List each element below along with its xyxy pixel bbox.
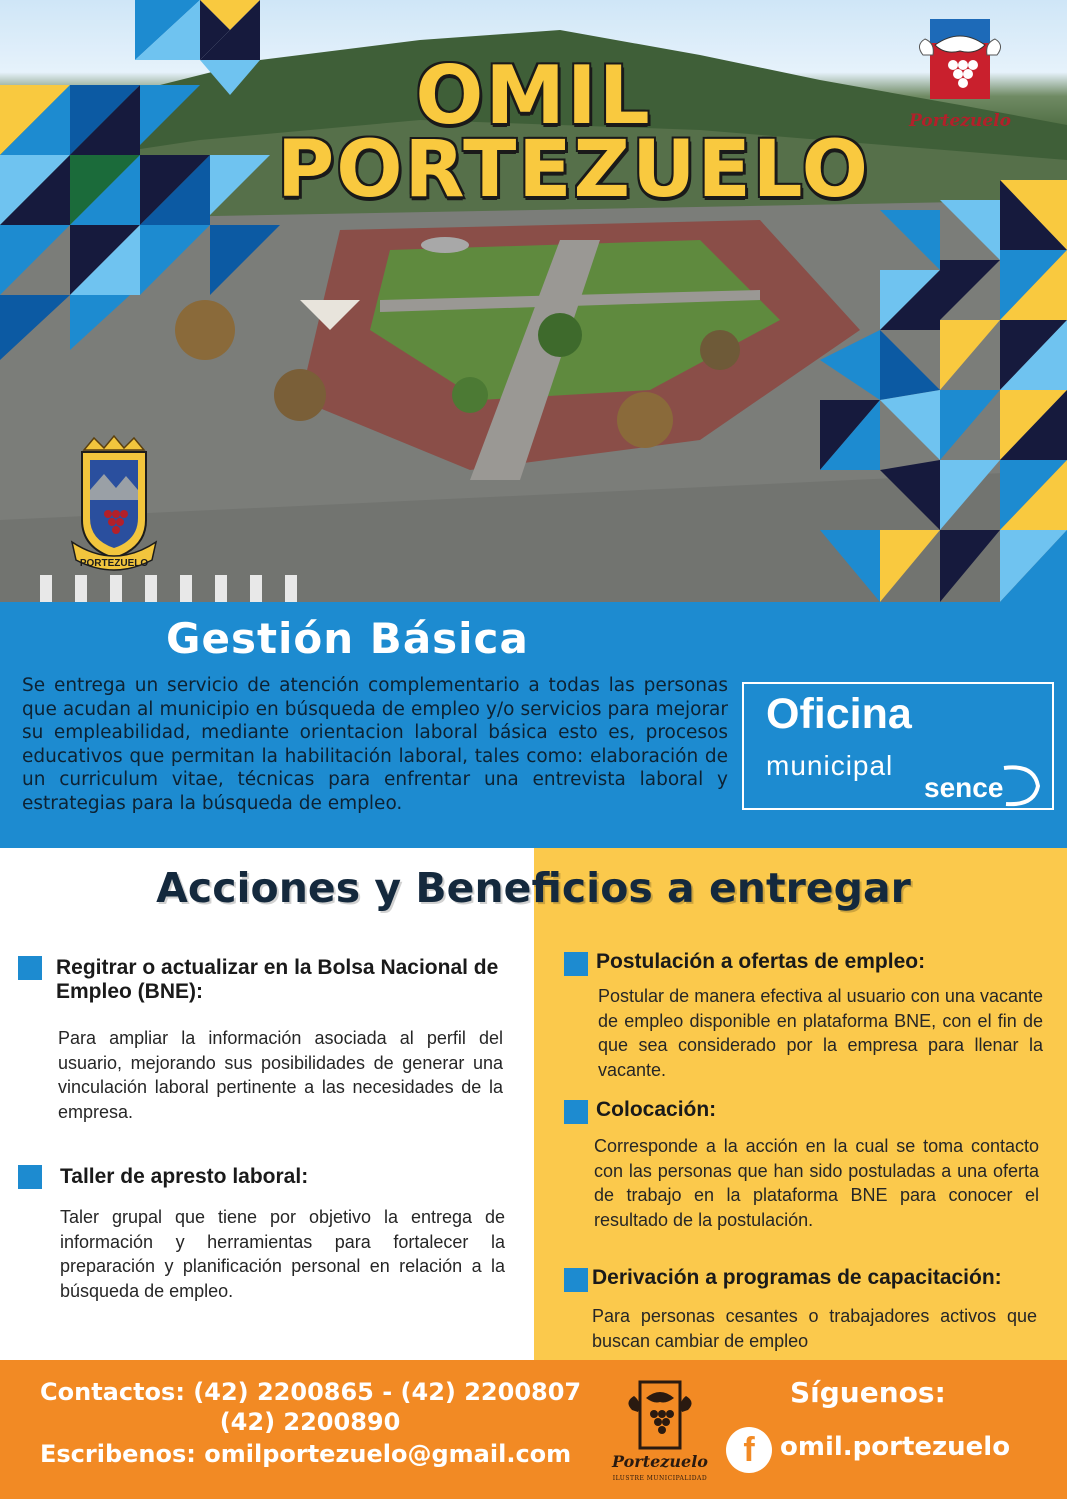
crest-label: PORTEZUELO: [79, 558, 149, 569]
item-title: Postulación a ofertas de empleo:: [596, 950, 926, 973]
acciones-heading: Acciones y Beneficios a entregar: [156, 864, 911, 912]
gestion-heading: Gestión Básica: [166, 614, 529, 663]
municipal-footer-logo: [612, 1380, 708, 1490]
contacts-phone-extra: (42) 2200890: [219, 1408, 401, 1436]
grape-shield-icon: [905, 15, 1015, 115]
facebook-handle-link[interactable]: omil.portezuelo: [780, 1432, 1011, 1462]
contacts-phones: Contactos: (42) 2200865 - (42) 2200807: [40, 1378, 582, 1406]
item-postulacion: [564, 948, 1054, 1088]
facebook-glyph: f: [743, 1431, 755, 1469]
item-taller-apresto: [18, 1161, 528, 1311]
acciones-beneficios-section: [0, 848, 1067, 1360]
bullet-square-icon: [18, 1165, 42, 1189]
oficina-text: Oficina: [766, 690, 912, 738]
gestion-body: Se entrega un servicio de atención complementario a todas las personas que acudan al municipio en búsqueda de empleo y/o servicios para mejorar su empleabilidad, mediante orientacion laboral básica esto es, procesos educativos que permitan la habilitación laboral, tales como: elaboración de un curriculum vitae, técnicas para enfrentar una entrevista laboral y estrategias para la búsqueda de empleo.: [22, 675, 728, 814]
item-desc: Corresponde a la acción en la cual se toma contacto con las personas que han sido postuladas a una oferta de trabajo en la plataforma BNE para conocer el resultado de la postulación.: [594, 1136, 1039, 1230]
item-desc: Para personas cesantes o trabajadores activos que buscan cambiar de empleo: [592, 1306, 1037, 1351]
item-colocacion: [564, 1096, 1054, 1261]
gestion-basica-section: [0, 602, 1067, 848]
portezuelo-brand-logo: [905, 15, 1015, 135]
item-title: Regitrar o actualizar en la Bolsa Nacional de Empleo (BNE):: [56, 956, 499, 1003]
oficina-municipal-sence-badge: [742, 682, 1054, 810]
portezuelo-brand-text: Portezuelo: [909, 111, 1011, 131]
item-desc: Taler grupal que tiene por objetivo la entrega de información y herramientas para fortalecer la preparación y planificación personal en relación a la búsqueda de empleo.: [60, 1207, 505, 1301]
bullet-square-icon: [564, 1268, 588, 1292]
item-desc: Para ampliar la información asociada al perfil del usuario, mejorando sus posibilidades de generar una vinculación laboral pertinente a las necesidades de la empresa.: [58, 1028, 503, 1122]
main-title-line1: OMIL: [415, 49, 652, 142]
contact-footer: [0, 1360, 1067, 1499]
item-title: Colocación:: [596, 1098, 717, 1121]
sence-swoosh-icon: [994, 762, 1044, 808]
main-title-line2: PORTEZUELO: [277, 125, 870, 215]
item-registrar-bne: [18, 952, 528, 1132]
grape-frame-icon: [612, 1380, 708, 1452]
item-desc: Postular de manera efectiva al usuario con una vacante de empleo disponible en plataforma BNE, con el fin de que sea considerado por la empresa para llenar la vacante.: [598, 986, 1043, 1080]
facebook-icon[interactable]: [726, 1427, 772, 1473]
bullet-square-icon: [564, 1100, 588, 1124]
contact-email[interactable]: Escribenos: omilportezuelo@gmail.com: [40, 1440, 572, 1468]
municipal-text: municipal: [766, 750, 894, 781]
item-title: Taller de apresto laboral:: [60, 1165, 309, 1188]
follow-us-label: Síguenos:: [790, 1376, 946, 1409]
footer-logo-subtitle: ILUSTRE MUNICIPALIDAD: [612, 1475, 708, 1482]
sence-text: sence: [924, 772, 1004, 803]
footer-logo-word: Portezuelo: [612, 1452, 708, 1471]
municipal-crest: [64, 430, 164, 580]
hero-section: [0, 0, 1067, 602]
item-title: Derivación a programas de capacitación:: [592, 1266, 1002, 1289]
bullet-square-icon: [18, 956, 42, 980]
item-derivacion: [564, 1264, 1059, 1356]
bullet-square-icon: [564, 952, 588, 976]
